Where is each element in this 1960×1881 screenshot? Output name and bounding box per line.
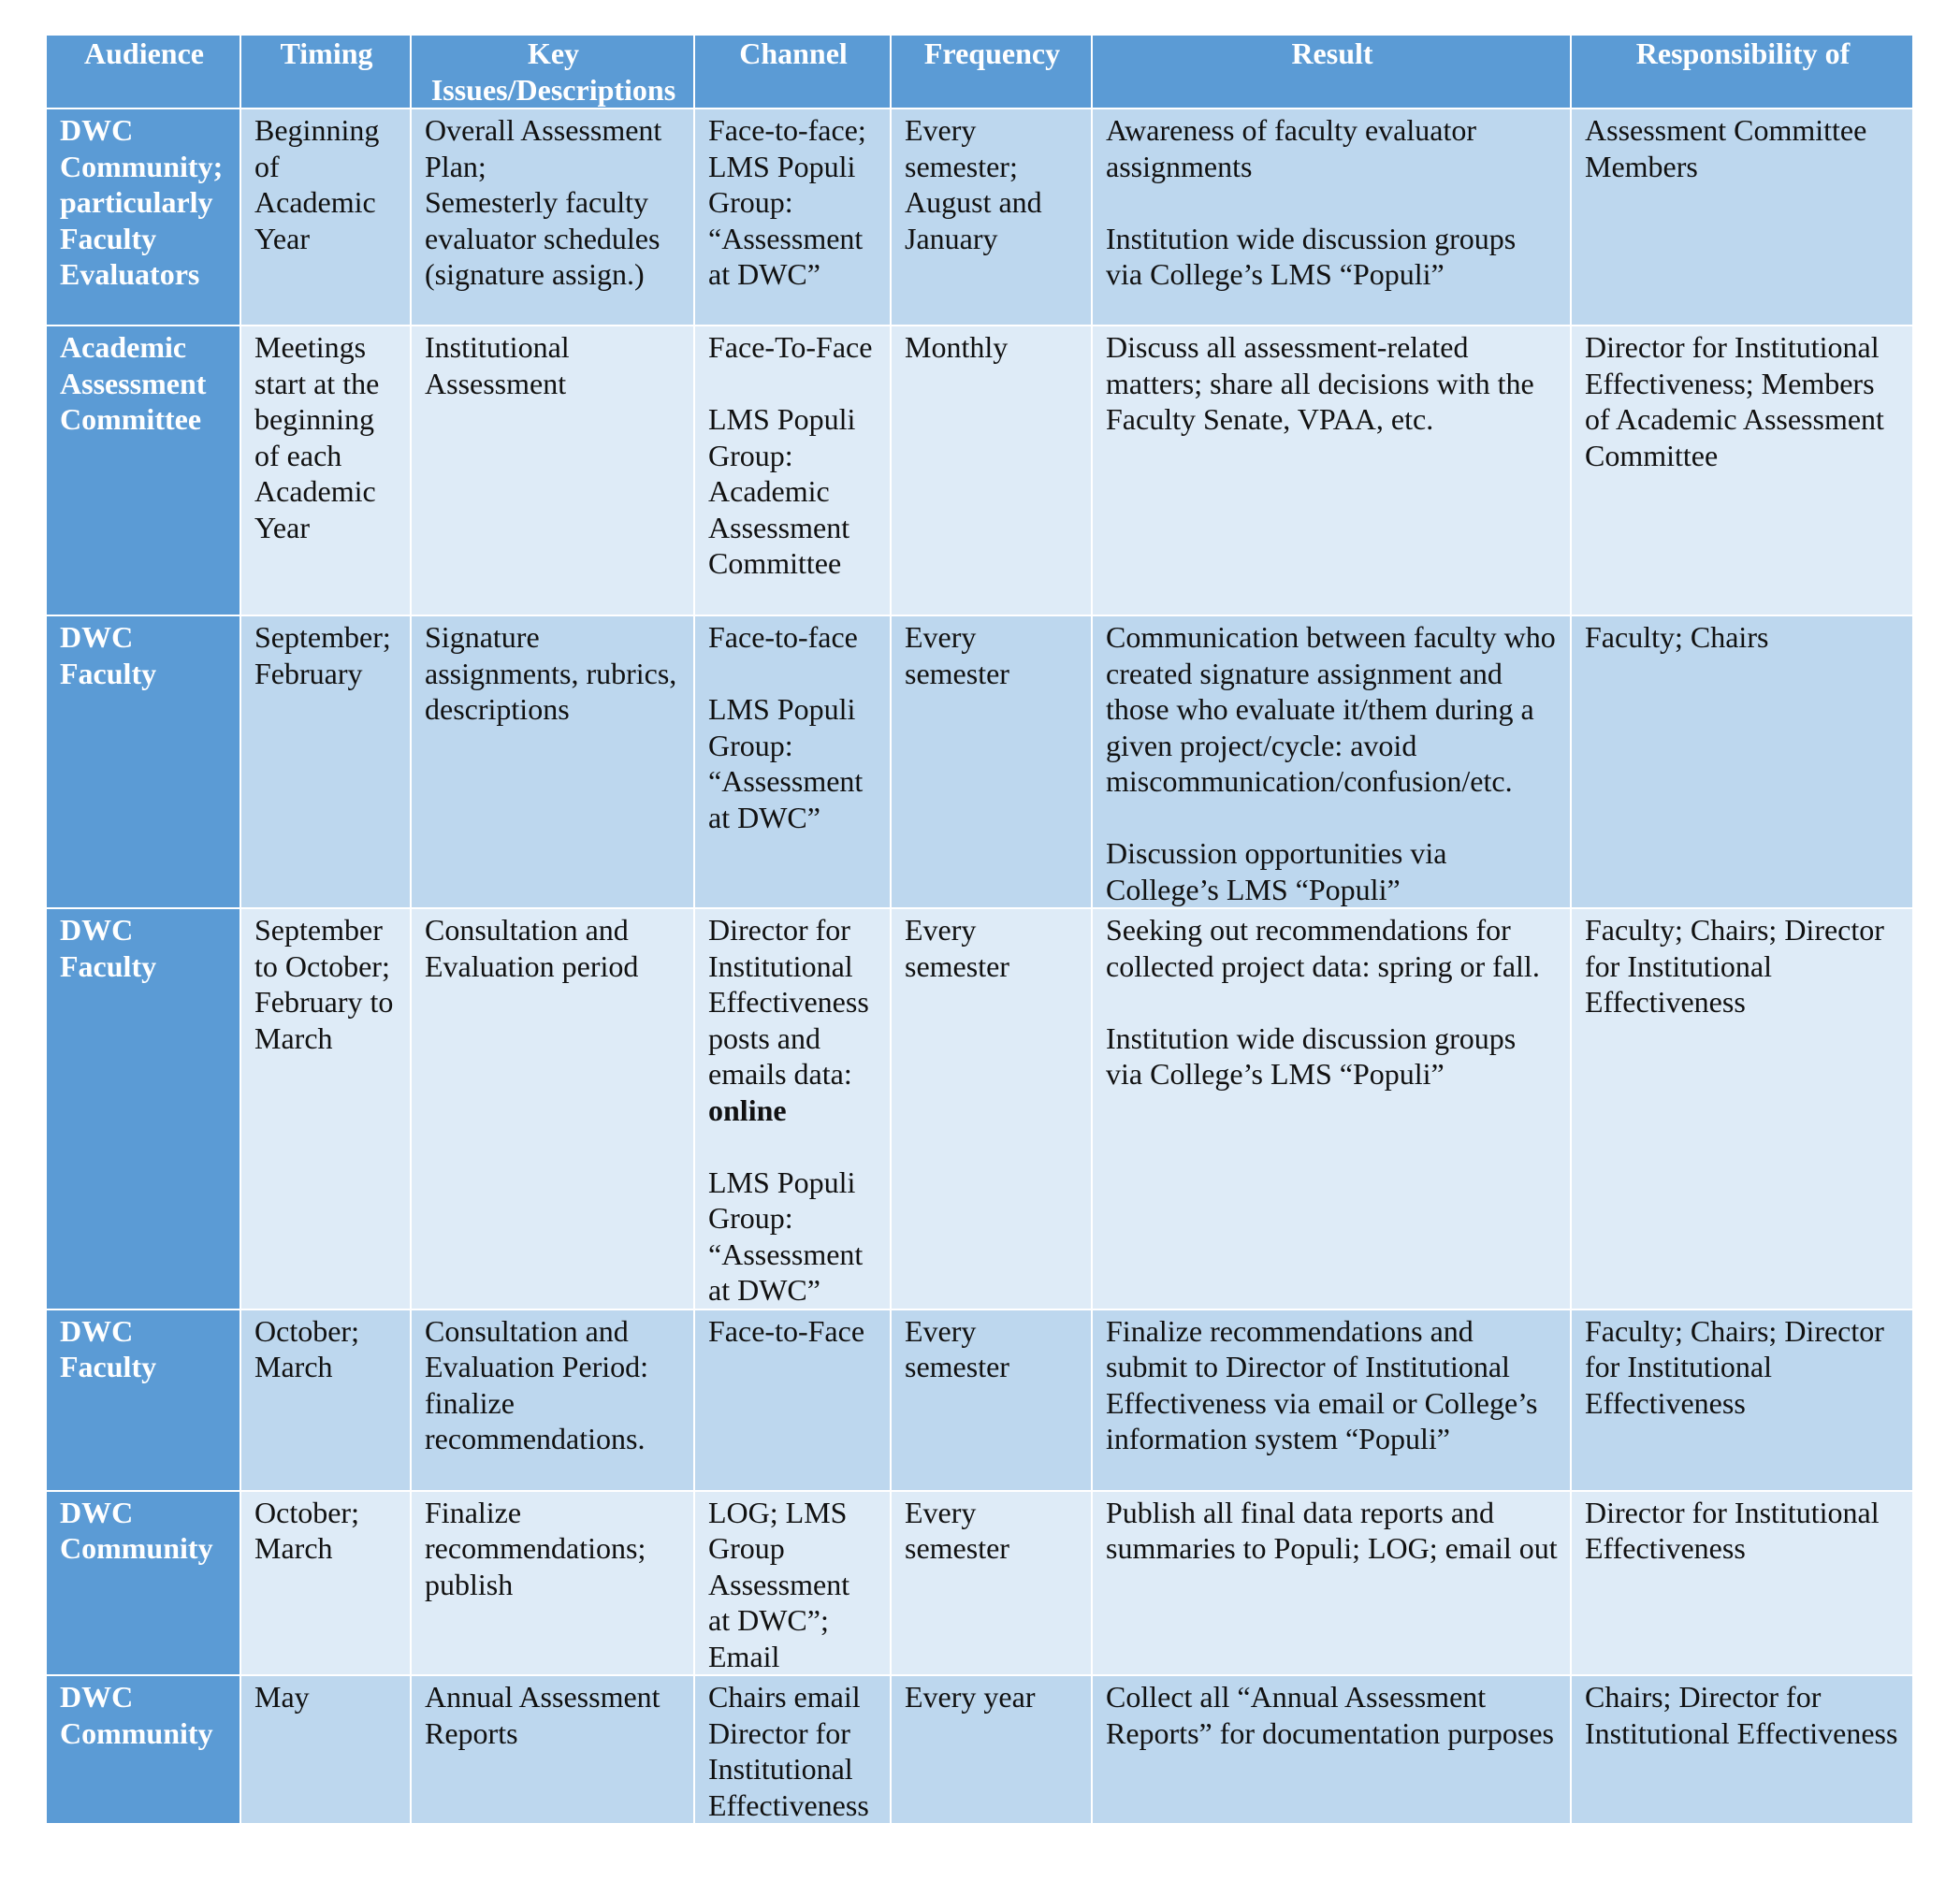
table-row — [46, 326, 1913, 615]
channel-paragraph: LMS Populi Group: “Assessment at DWC” — [708, 1165, 864, 1307]
document-page — [45, 34, 1914, 1825]
result-paragraph: Awareness of faculty evaluator assignments — [1106, 113, 1476, 183]
paragraph-gap — [1106, 184, 1559, 221]
cell-key-issues: Consultation and Evaluation Period: finalize recommendations. — [411, 1309, 694, 1491]
table-row — [46, 1675, 1913, 1824]
cell-key-issues: Institutional Assessment — [411, 326, 694, 615]
result-paragraph: Seeking out recommendations for collected project data: spring or fall. — [1106, 913, 1540, 983]
cell-timing: September; February — [240, 615, 411, 908]
cell-audience: DWC Community — [46, 1675, 240, 1824]
cell-result: Publish all final data reports and summaries to Populi; LOG; email out — [1092, 1491, 1571, 1676]
table-row — [46, 908, 1913, 1309]
cell-channel: LOG; LMS Group Assessment at DWC”; Email — [694, 1491, 891, 1676]
table-row — [46, 1309, 1913, 1491]
cell-channel — [694, 908, 891, 1309]
cell-responsibility: Director for Institutional Effectiveness; Members of Academic Assessment Committee — [1571, 326, 1913, 615]
cell-key-issues: Consultation and Evaluation period — [411, 908, 694, 1309]
paragraph-gap — [1106, 984, 1559, 1020]
header-key-issues: Key Issues/Descriptions — [411, 35, 694, 109]
cell-channel — [694, 615, 891, 908]
cell-result — [1092, 109, 1571, 326]
cell-responsibility: Faculty; Chairs — [1571, 615, 1913, 908]
table-row — [46, 109, 1913, 326]
cell-responsibility: Assessment Committee Members — [1571, 109, 1913, 326]
channel-paragraph: Face-To-Face — [708, 330, 873, 364]
channel-paragraph: LMS Populi Group: Academic Assessment Committee — [708, 402, 856, 580]
header-audience: Audience — [46, 35, 240, 109]
communication-plan-table — [45, 34, 1914, 1825]
cell-responsibility: Chairs; Director for Institutional Effectiveness — [1571, 1675, 1913, 1824]
table-row — [46, 1491, 1913, 1676]
cell-frequency: Every semester; August and January — [891, 109, 1092, 326]
cell-frequency: Every semester — [891, 908, 1092, 1309]
cell-channel — [694, 326, 891, 615]
cell-responsibility: Director for Institutional Effectiveness — [1571, 1491, 1913, 1676]
result-paragraph: Communication between faculty who created signature assignment and those who evaluate it/them during a given project/cycle: avoid miscommunication/confusion/etc. — [1106, 620, 1556, 798]
cell-responsibility: Faculty; Chairs; Director for Institutional Effectiveness — [1571, 908, 1913, 1309]
cell-timing: Beginning of Academic Year — [240, 109, 411, 326]
header-responsibility: Responsibility of — [1571, 35, 1913, 109]
cell-result: Finalize recommendations and submit to Director of Institutional Effectiveness via email or College’s information system “Populi” — [1092, 1309, 1571, 1491]
table-row — [46, 615, 1913, 908]
cell-key-issues — [411, 109, 694, 326]
header-timing: Timing — [240, 35, 411, 109]
cell-timing: September to October; February to March — [240, 908, 411, 1309]
channel-paragraph: LMS Populi Group: “Assessment at DWC” — [708, 692, 864, 834]
cell-timing: Meetings start at the beginning of each Academic Year — [240, 326, 411, 615]
cell-audience: DWC Community; particularly Faculty Evaluators — [46, 109, 240, 326]
paragraph-gap — [708, 366, 878, 402]
cell-channel: Face-to-face; LMS Populi Group: “Assessment at DWC” — [694, 109, 891, 326]
channel-online-label: online — [708, 1092, 787, 1127]
header-frequency: Frequency — [891, 35, 1092, 109]
key-issue-line: Overall Assessment Plan; — [425, 113, 662, 183]
paragraph-gap — [708, 656, 878, 692]
channel-paragraph: Director for Institutional Effectiveness posts and emails data: — [708, 913, 869, 1091]
cell-responsibility: Faculty; Chairs; Director for Institutional Effectiveness — [1571, 1309, 1913, 1491]
paragraph-gap — [1106, 800, 1559, 836]
channel-bold-text — [708, 1092, 878, 1129]
result-paragraph: Institution wide discussion groups via College’s LMS “Populi” — [1106, 221, 1517, 291]
cell-key-issues: Annual Assessment Reports — [411, 1675, 694, 1824]
cell-frequency: Every semester — [891, 1309, 1092, 1491]
cell-frequency: Monthly — [891, 326, 1092, 615]
header-row — [46, 35, 1913, 109]
cell-result: Discuss all assessment-related matters; share all decisions with the Faculty Senate, VPAA, etc. — [1092, 326, 1571, 615]
paragraph-gap — [708, 1128, 878, 1165]
cell-channel: Face-to-Face — [694, 1309, 891, 1491]
result-paragraph: Institution wide discussion groups via College’s LMS “Populi” — [1106, 1020, 1517, 1091]
cell-frequency: Every semester — [891, 615, 1092, 908]
cell-timing: October; March — [240, 1491, 411, 1676]
cell-key-issues: Finalize recommendations; publish — [411, 1491, 694, 1676]
channel-paragraph: Face-to-face — [708, 620, 858, 654]
cell-channel: Chairs email Director for Institutional Effectiveness — [694, 1675, 891, 1824]
cell-audience: DWC Faculty — [46, 908, 240, 1309]
cell-timing: May — [240, 1675, 411, 1824]
cell-timing: October; March — [240, 1309, 411, 1491]
cell-audience: DWC Community — [46, 1491, 240, 1676]
result-paragraph: Discussion opportunities via College’s LMS “Populi” — [1106, 836, 1447, 906]
cell-result — [1092, 908, 1571, 1309]
cell-frequency: Every year — [891, 1675, 1092, 1824]
cell-audience: Academic Assessment Committee — [46, 326, 240, 615]
key-issue-line: Semesterly faculty evaluator schedules (signature assign.) — [425, 185, 661, 291]
cell-frequency: Every semester — [891, 1491, 1092, 1676]
header-result: Result — [1092, 35, 1571, 109]
cell-result: Collect all “Annual Assessment Reports” for documentation purposes — [1092, 1675, 1571, 1824]
cell-key-issues: Signature assignments, rubrics, descriptions — [411, 615, 694, 908]
header-channel: Channel — [694, 35, 891, 109]
cell-audience: DWC Faculty — [46, 1309, 240, 1491]
cell-result — [1092, 615, 1571, 908]
cell-audience: DWC Faculty — [46, 615, 240, 908]
